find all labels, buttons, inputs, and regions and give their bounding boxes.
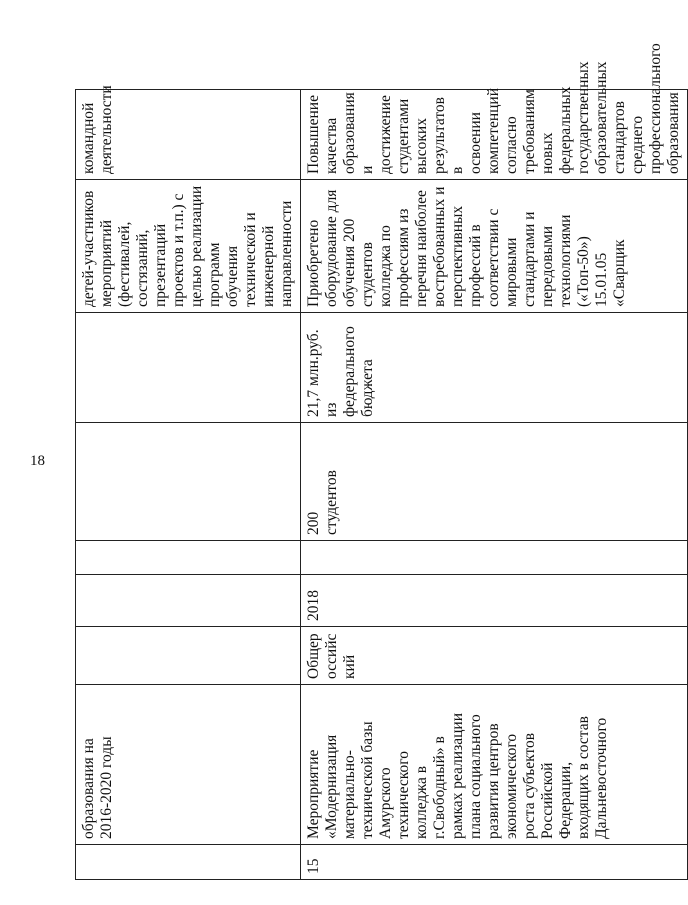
cell-finance bbox=[76, 313, 301, 423]
cell-level bbox=[76, 627, 301, 685]
cell-result: Приобретено оборудование для обучения 200 студентов колледжа по профессиям из перечня наиболее востребованных и перспективных профессий в соответствии с мировыми стандартами и передовыми технологиями («Топ-50») 15.01.05 «Сварщик bbox=[301, 180, 688, 313]
rotated-table-container bbox=[75, 43, 682, 880]
cell-effect: командной деятельности bbox=[76, 90, 301, 180]
cell-level: Общер оссийс кий bbox=[301, 627, 688, 685]
cell-finance: 21,7 млн.руб. из федерального бюджета bbox=[301, 313, 688, 423]
cell-measure-title: образования на 2016-2020 годы bbox=[76, 685, 301, 845]
cell-number bbox=[76, 845, 301, 880]
cell-number: 15 bbox=[301, 845, 688, 880]
cell-year: 2018 bbox=[301, 575, 688, 627]
cell-measure-title: Мероприятие «Модернизация материально- технической базы Амурского технического колледжа в г.Свободный» в рамках реализации плана социального развития центров экономического роста субъектов Российской Федерации, входящих в состав Дальневосточного bbox=[301, 685, 688, 845]
measures-table bbox=[75, 43, 688, 880]
cell-year bbox=[76, 575, 301, 627]
cell-blank bbox=[76, 541, 301, 575]
page-number: 18 bbox=[30, 453, 45, 469]
cell-students: 200 студентов bbox=[301, 423, 688, 541]
cell-result: детей-участников мероприятий (фестивалей, состязаний, презентаций проектов и т.п.) с целью реализации программ обучения технической и инженерной направленности bbox=[76, 180, 301, 313]
cell-effect: Повышение качества образования и достижение студентами высоких результатов в освоении компетенций согласно требованиям новых федеральных государственных образовательных стандартов среднего профессионального образования bbox=[301, 90, 688, 180]
table-row bbox=[301, 90, 688, 880]
table-row bbox=[76, 90, 301, 880]
cell-students bbox=[76, 423, 301, 541]
cell-blank bbox=[301, 541, 688, 575]
